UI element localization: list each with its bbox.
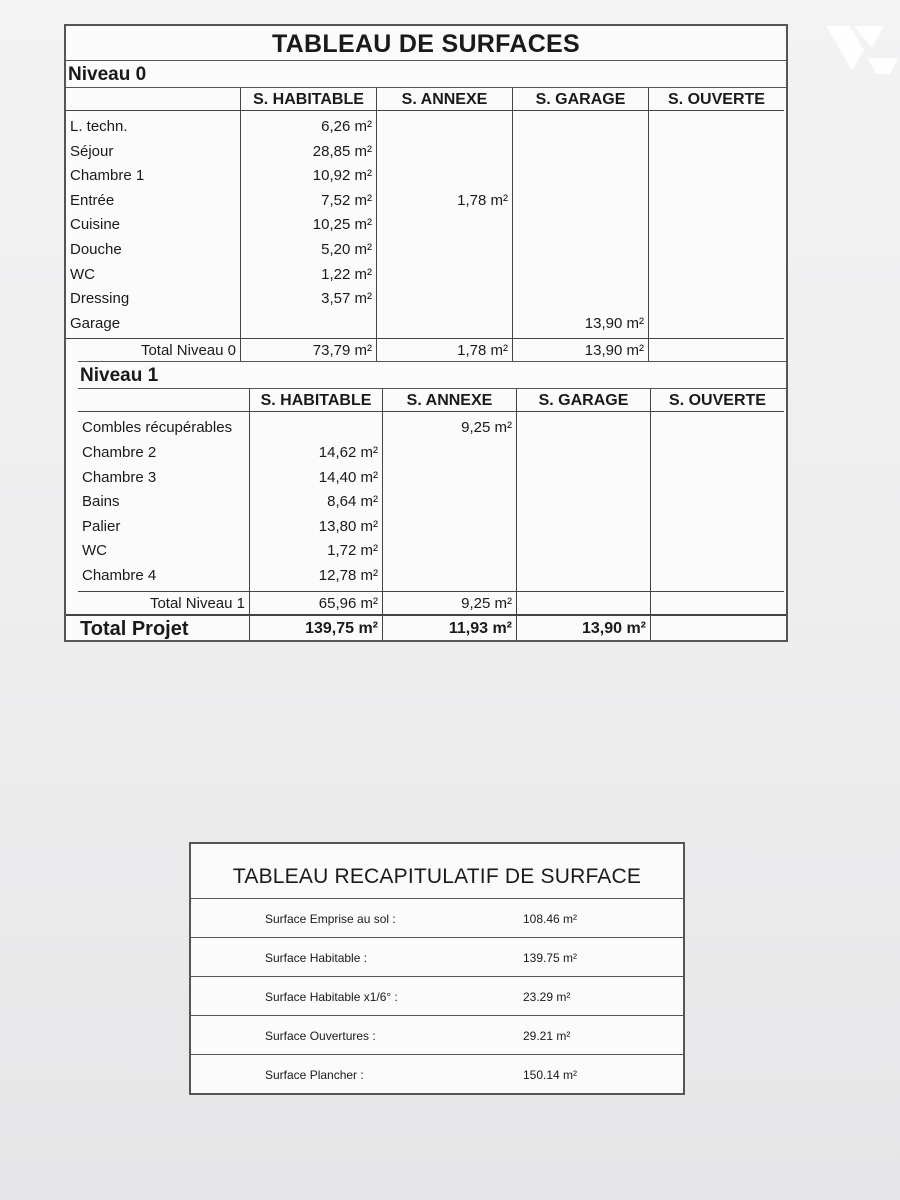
surface-value-garage xyxy=(517,490,650,515)
surface-value-garage xyxy=(513,263,648,288)
surface-value-habitable: 1,72 m² xyxy=(327,542,378,560)
surface-value-garage: 13,90 m² xyxy=(584,314,644,332)
surface-value-garage xyxy=(513,140,648,165)
surface-value-ouverte xyxy=(649,312,784,337)
surface-value-habitable xyxy=(241,312,376,337)
total-niveau-1-label: Total Niveau 1 xyxy=(78,591,249,614)
niveau-1-garage xyxy=(516,412,650,590)
recap-label: Surface Ouvertures : xyxy=(265,1029,376,1043)
recap-label: Surface Plancher : xyxy=(265,1068,364,1082)
recap-row xyxy=(191,899,683,938)
surface-value-garage xyxy=(513,164,648,189)
surface-value-annexe xyxy=(383,539,516,564)
room-label: Cuisine xyxy=(70,216,121,234)
recap-label: Surface Habitable x1/6° : xyxy=(265,990,398,1004)
surface-value-habitable: 10,25 m² xyxy=(312,216,372,234)
surface-value-habitable: 8,64 m² xyxy=(327,493,378,511)
recap-value: 150.14 m² xyxy=(523,1068,578,1082)
total-niveau-0-habitable: 73,79 m² xyxy=(240,338,376,361)
recap-table xyxy=(189,842,685,1095)
header-ouverte: S. OUVERTE xyxy=(648,88,784,111)
surface-value-ouverte xyxy=(651,416,784,441)
surface-value-ouverte xyxy=(649,115,784,140)
surface-value-ouverte xyxy=(651,515,784,540)
surface-value-ouverte xyxy=(651,441,784,466)
surface-value-ouverte xyxy=(651,466,784,491)
surface-value-annexe xyxy=(383,515,516,540)
surfaces-table xyxy=(64,24,788,642)
niveau-1-ouverte xyxy=(650,412,784,590)
surface-value-ouverte xyxy=(649,140,784,165)
surface-value-habitable: 12,78 m² xyxy=(318,566,378,584)
header-blank xyxy=(66,88,240,111)
niveau-0-habitable xyxy=(240,111,376,338)
room-label: Entrée xyxy=(70,191,115,209)
surface-value-annexe xyxy=(377,263,512,288)
niveau-0-heading: Niveau 0 xyxy=(66,61,786,88)
header-blank xyxy=(78,389,249,412)
niveau-1-habitable xyxy=(249,412,382,590)
room-label: Chambre 2 xyxy=(82,443,157,461)
recap-row xyxy=(191,1055,683,1093)
total-niveau-1-ouverte xyxy=(650,591,784,614)
surface-value-ouverte xyxy=(649,287,784,312)
surface-value-garage xyxy=(517,515,650,540)
surface-value-ouverte xyxy=(651,490,784,515)
total-niveau-1-annexe: 9,25 m² xyxy=(382,591,516,614)
recap-row xyxy=(191,977,683,1016)
surface-value-ouverte xyxy=(649,164,784,189)
room-label: Dressing xyxy=(70,290,130,308)
surface-value-ouverte xyxy=(649,189,784,214)
surface-value-ouverte xyxy=(649,263,784,288)
surface-value-habitable: 10,92 m² xyxy=(312,167,372,185)
surface-value-annexe: 9,25 m² xyxy=(461,419,512,437)
room-label: WC xyxy=(70,265,95,283)
recap-value: 108.46 m² xyxy=(523,912,578,926)
surface-value-ouverte xyxy=(649,213,784,238)
surface-value-ouverte xyxy=(651,539,784,564)
header-ouverte: S. OUVERTE xyxy=(650,389,784,412)
recap-row xyxy=(191,1016,683,1055)
total-niveau-0-label: Total Niveau 0 xyxy=(66,338,240,361)
total-niveau-1-garage xyxy=(516,591,650,614)
table-title: TABLEAU DE SURFACES xyxy=(66,26,786,61)
room-label: Douche xyxy=(70,240,122,258)
surface-value-annexe xyxy=(377,287,512,312)
total-projet-ouverte xyxy=(650,616,784,640)
surface-value-garage xyxy=(513,287,648,312)
surface-value-annexe xyxy=(377,238,512,263)
surface-value-habitable xyxy=(250,416,382,441)
surface-value-garage xyxy=(513,213,648,238)
surface-value-annexe xyxy=(383,564,516,589)
watermark-logo xyxy=(824,18,900,78)
total-niveau-0-garage: 13,90 m² xyxy=(512,338,648,361)
surface-value-habitable: 14,62 m² xyxy=(318,443,378,461)
surface-value-annexe xyxy=(377,115,512,140)
surface-value-annexe xyxy=(377,312,512,337)
surface-value-habitable: 3,57 m² xyxy=(321,290,372,308)
room-label: Séjour xyxy=(70,142,114,160)
surface-value-ouverte xyxy=(651,564,784,589)
surface-value-habitable: 28,85 m² xyxy=(312,142,372,160)
surface-value-garage xyxy=(513,115,648,140)
room-label: Bains xyxy=(82,493,120,511)
niveau-1-grid xyxy=(78,389,786,613)
surface-value-habitable: 1,22 m² xyxy=(321,265,372,283)
surface-value-annexe xyxy=(377,164,512,189)
room-label: Chambre 1 xyxy=(70,167,145,185)
niveau-0-labels xyxy=(66,111,240,338)
total-niveau-1-habitable: 65,96 m² xyxy=(249,591,382,614)
recap-value: 139.75 m² xyxy=(523,951,578,965)
surface-value-garage xyxy=(517,564,650,589)
room-label: Chambre 3 xyxy=(82,468,157,486)
total-projet-label: Total Projet xyxy=(80,617,189,640)
surface-value-annexe: 1,78 m² xyxy=(457,191,508,209)
niveau-0-grid xyxy=(66,88,786,361)
recap-label: Surface Habitable : xyxy=(265,951,368,965)
niveau-1-labels xyxy=(78,412,249,590)
surface-value-habitable: 6,26 m² xyxy=(321,118,372,135)
header-garage: S. GARAGE xyxy=(516,389,650,412)
recap-row xyxy=(191,938,683,977)
niveau-0-annexe xyxy=(376,111,512,338)
niveau-1-heading: Niveau 1 xyxy=(78,361,786,389)
room-label: Palier xyxy=(82,517,121,535)
recap-label: Surface Emprise au sol : xyxy=(265,912,396,926)
surface-value-habitable: 13,80 m² xyxy=(318,517,378,535)
total-projet-row xyxy=(66,614,786,640)
surface-value-garage xyxy=(513,189,648,214)
total-projet-garage: 13,90 m² xyxy=(516,616,650,640)
surface-value-annexe xyxy=(383,490,516,515)
total-projet-annexe: 11,93 m² xyxy=(382,616,516,640)
recap-value: 29.21 m² xyxy=(523,1029,571,1043)
recap-value: 23.29 m² xyxy=(523,990,571,1004)
surface-value-ouverte xyxy=(649,238,784,263)
room-label: L. techn. xyxy=(70,118,128,135)
header-garage: S. GARAGE xyxy=(512,88,648,111)
surface-value-annexe xyxy=(383,466,516,491)
room-label: Garage xyxy=(70,314,121,332)
surface-value-habitable: 7,52 m² xyxy=(321,191,372,209)
total-niveau-0-annexe: 1,78 m² xyxy=(376,338,512,361)
surface-value-garage xyxy=(517,539,650,564)
header-habitable: S. HABITABLE xyxy=(240,88,376,111)
surface-value-garage xyxy=(517,441,650,466)
surface-value-annexe xyxy=(377,213,512,238)
surface-value-garage xyxy=(513,238,648,263)
room-label: WC xyxy=(82,542,107,560)
surface-value-annexe xyxy=(377,140,512,165)
niveau-0-garage xyxy=(512,111,648,338)
room-label: Combles récupérables xyxy=(82,419,233,437)
surface-value-habitable: 5,20 m² xyxy=(321,240,372,258)
surface-value-annexe xyxy=(383,441,516,466)
total-niveau-0-ouverte xyxy=(648,338,784,361)
total-projet-habitable: 139,75 m² xyxy=(249,616,382,640)
header-annexe: S. ANNEXE xyxy=(376,88,512,111)
surface-value-garage xyxy=(517,466,650,491)
niveau-0-ouverte xyxy=(648,111,784,338)
niveau-1-annexe xyxy=(382,412,516,590)
recap-title: TABLEAU RECAPITULATIF DE SURFACE xyxy=(191,844,683,899)
header-annexe: S. ANNEXE xyxy=(382,389,516,412)
surface-value-habitable: 14,40 m² xyxy=(318,468,378,486)
surface-value-garage xyxy=(517,416,650,441)
room-label: Chambre 4 xyxy=(82,566,157,584)
header-habitable: S. HABITABLE xyxy=(249,389,382,412)
